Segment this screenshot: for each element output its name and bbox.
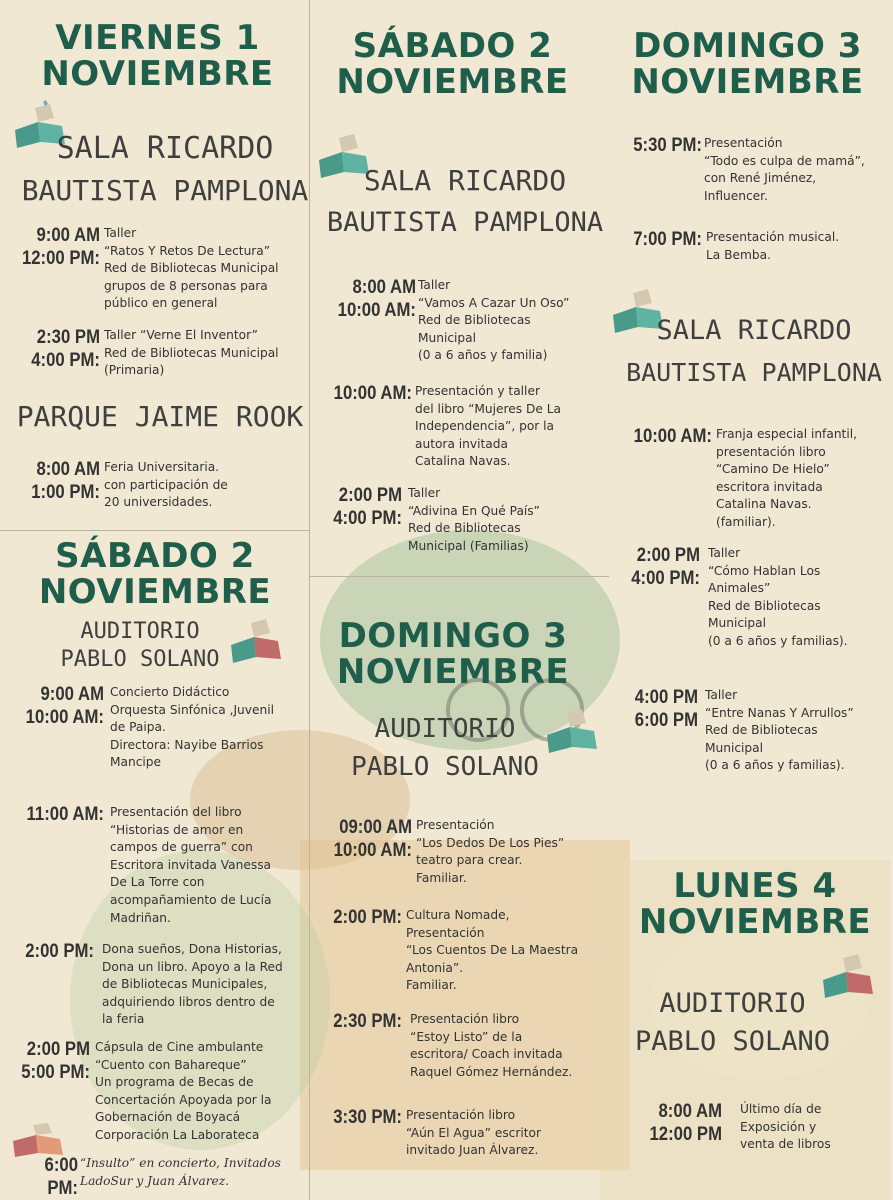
event-description: Cultura Nomade, Presentación “Los Cuentos De La Maestra Antonia”. Familiar. — [406, 908, 579, 993]
venue-title: SALA RICARDO BAUTISTA PAMPLONA — [326, 164, 604, 238]
event-description: Cápsula de Cine ambulante “Cuento con Bahareque” Un programa de Becas de Concertación Apoyada por la Gobernación de Boyacá Corporación La Laborateca — [95, 1040, 272, 1142]
event-item — [310, 484, 610, 559]
event-item — [610, 228, 893, 268]
row-divider-middle — [309, 576, 609, 577]
event-item — [610, 134, 893, 209]
event-description: Presentación “Todo es culpa de mamá”, con René Jiménez, Influencer. — [704, 136, 865, 203]
event-time: 9:00 AM 10:00 AM: — [25, 684, 104, 728]
event-item — [310, 276, 610, 366]
event-item — [610, 425, 893, 535]
event-time: 2:00 PM: — [333, 907, 402, 928]
event-description: Presentación libro “Estoy Listo” de la escritora/ Coach invitada Raquel Gómez Hernández. — [410, 1012, 573, 1079]
event-time: 10:00 AM: — [633, 426, 712, 447]
event-description: Presentación musical. La Bemba. — [706, 230, 840, 262]
event-item — [0, 224, 310, 319]
event-time: 8:00 AM 10:00 AM: — [337, 277, 416, 321]
event-time: 6:00 PM: — [44, 1155, 78, 1199]
book-icon — [542, 705, 602, 755]
event-item — [0, 683, 310, 773]
event-time: 2:00 PM: — [25, 941, 94, 962]
event-description: Presentación y taller del libro “Mujeres De La Independencia”, por la autora invitada Catalina Navas. — [415, 384, 561, 469]
day-title: SÁBADO 2 NOVIEMBRE — [38, 536, 272, 612]
day-title: DOMINGO 3 NOVIEMBRE — [631, 26, 864, 102]
day-title: VIERNES 1 NOVIEMBRE — [41, 18, 274, 94]
event-description: Concierto Didáctico Orquesta Sinfónica ,Juvenil de Paipa. Directora: Nayibe Barrios Mancipe — [110, 685, 274, 770]
event-time: 4:00 PM 6:00 PM — [634, 687, 698, 731]
event-item — [0, 940, 310, 1030]
event-description: Presentación “Los Dedos De Los Pies” teatro para crear. Familiar. — [416, 818, 565, 885]
event-description: Último día de Exposición y venta de libros — [740, 1102, 831, 1152]
event-time: 8:00 AM 1:00 PM: — [31, 459, 100, 503]
event-time: 2:00 PM 4:00 PM: — [333, 485, 402, 529]
event-description: “Insulto” en concierto, Invitados LadoSur y Juan Álvarez. — [80, 1156, 281, 1188]
event-item — [610, 544, 893, 654]
event-item — [0, 458, 310, 518]
event-item — [310, 816, 610, 891]
event-time: 2:30 PM: — [333, 1011, 402, 1032]
event-description: Franja especial infantil, presentación libro “Camino De Hielo” escritora invitada Catalina Navas. (familiar). — [716, 427, 857, 529]
event-time: 9:00 AM 12:00 PM: — [21, 225, 100, 269]
event-item — [310, 906, 610, 996]
event-description: Taller “Ratos Y Retos De Lectura” Red de Bibliotecas Municipal grupos de 8 personas para público en general — [104, 226, 279, 311]
event-description: Taller “Entre Nanas Y Arrullos” Red de Bibliotecas Municipal (0 a 6 años y familias). — [705, 688, 854, 773]
venue-title: AUDITORIO PABLO SOLANO — [351, 714, 539, 782]
venue-title: AUDITORIO PABLO SOLANO — [60, 619, 220, 672]
day-title: SÁBADO 2 NOVIEMBRE — [336, 26, 569, 102]
event-item — [610, 1100, 893, 1160]
event-time: 11:00 AM: — [26, 804, 104, 825]
event-item — [0, 803, 310, 928]
event-time: 10:00 AM: — [333, 383, 412, 404]
event-time: 7:00 PM: — [633, 229, 702, 250]
event-time: 8:00 AM 12:00 PM — [649, 1101, 722, 1145]
event-description: Taller “Verne El Inventor” Red de Bibliotecas Municipal (Primaria) — [104, 328, 279, 378]
event-item — [310, 1010, 610, 1085]
event-time: 2:30 PM 4:00 PM: — [31, 327, 100, 371]
event-description: Taller “Vamos A Cazar Un Oso” Red de Bibliotecas Municipal (0 a 6 años y familia) — [418, 278, 570, 363]
event-description: Presentación libro “Aún El Agua” escritor invitado Juan Álvarez. — [406, 1108, 542, 1158]
event-item — [610, 686, 893, 776]
row-divider-left — [0, 530, 309, 531]
event-time: 09:00 AM 10:00 AM: — [333, 817, 412, 861]
event-description: Taller “Cómo Hablan Los Animales” Red de Bibliotecas Municipal (0 a 6 años y familias). — [708, 546, 848, 648]
event-time: 2:00 PM 5:00 PM: — [21, 1039, 90, 1083]
event-description: Presentación del libro “Historias de amor en campos de guerra” con Escritora invitada Vanessa De La Torre con acompañamiento de Lucía Madriñan. — [110, 805, 272, 925]
event-item — [310, 1106, 610, 1166]
event-description: Taller “Adivina En Qué País” Red de Bibliotecas Municipal (Familias) — [408, 486, 540, 553]
event-description: Feria Universitaria. con participación de 20 universidades. — [104, 460, 228, 510]
venue-title: AUDITORIO PABLO SOLANO — [634, 988, 831, 1057]
venue-title: PARQUE JAIME ROOK — [16, 400, 304, 433]
day-title: LUNES 4 NOVIEMBRE — [638, 866, 872, 942]
event-time: 2:00 PM 4:00 PM: — [631, 545, 700, 589]
event-item — [0, 1154, 310, 1199]
event-item — [0, 326, 310, 386]
venue-title: SALA RICARDO BAUTISTA PAMPLONA — [626, 315, 882, 387]
event-item — [310, 382, 610, 472]
day-title: DOMINGO 3 NOVIEMBRE — [336, 616, 570, 692]
event-time: 5:30 PM: — [633, 135, 702, 156]
event-item — [0, 1038, 310, 1148]
event-description: Dona sueños, Dona Historias, Dona un libro. Apoyo a la Red de Bibliotecas Municipales, adquiriendo libros dentro de la feria — [102, 942, 283, 1027]
venue-title: SALA RICARDO BAUTISTA PAMPLONA — [21, 131, 309, 207]
event-time: 3:30 PM: — [333, 1107, 402, 1128]
